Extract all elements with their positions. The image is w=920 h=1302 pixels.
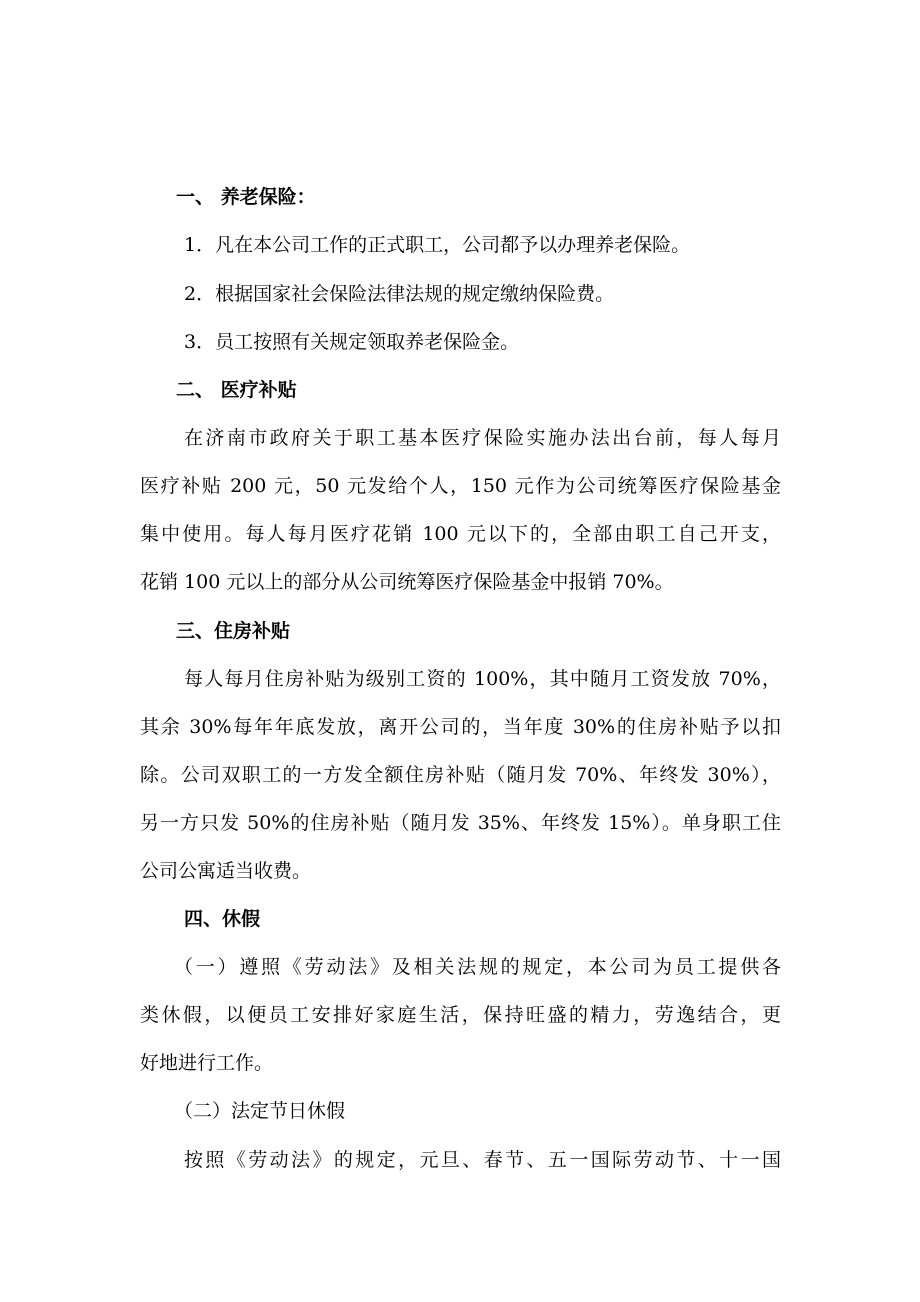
leave-sub1-line-2: 类休假，以便员工安排好家庭生活，保持旺盛的精力，劳逸结合，更 xyxy=(140,1004,781,1026)
housing-paragraph-line-3: 除。公司双职工的一方发全额住房补贴（随月发 70%、年终发 30%）， xyxy=(140,764,781,786)
section-heading-leave: 四、休假 xyxy=(184,908,261,930)
housing-paragraph-line-1: 每人每月住房补贴为级别工资的 100%，其中随月工资发放 70%， xyxy=(184,668,781,690)
housing-paragraph-line-2: 其余 30%每年年底发放，离开公司的，当年度 30%的住房补贴予以扣 xyxy=(140,716,781,738)
leave-sub2-heading: （二）法定节日休假 xyxy=(174,1100,346,1122)
pension-item-3: 3．员工按照有关规定领取养老保险金。 xyxy=(184,331,520,353)
medical-paragraph-line-4: 花销 100 元以上的部分从公司统筹医疗保险基金中报销 70%。 xyxy=(140,571,674,593)
section-heading-housing: 三、住房补贴 xyxy=(176,620,291,642)
pension-item-2: 2．根据国家社会保险法律法规的规定缴纳保险费。 xyxy=(184,283,615,305)
medical-paragraph-line-2: 医疗补贴 200 元，50 元发给个人，150 元作为公司统筹医疗保险基金 xyxy=(140,475,781,497)
leave-sub1-line-3: 好地进行工作。 xyxy=(140,1052,274,1074)
pension-item-1: 1．凡在本公司工作的正式职工，公司都予以办理养老保险。 xyxy=(184,234,691,256)
medical-paragraph-line-1: 在济南市政府关于职工基本医疗保险实施办法出台前，每人每月 xyxy=(184,427,781,449)
leave-sub2-line-1: 按照《劳动法》的规定，元旦、春节、五一国际劳动节、十一国 xyxy=(184,1149,781,1171)
section-heading-pension: 一、 养老保险： xyxy=(176,186,316,208)
medical-paragraph-line-3: 集中使用。每人每月医疗花销 100 元以下的，全部由职工自己开支， xyxy=(140,523,781,545)
housing-paragraph-line-5: 公司公寓适当收费。 xyxy=(140,860,312,882)
section-heading-medical: 二、 医疗补贴 xyxy=(176,379,297,401)
leave-sub1-line-1: （一）遵照《劳动法》及相关法规的规定，本公司为员工提供各 xyxy=(174,956,781,978)
housing-paragraph-line-4: 另一方只发 50%的住房补贴（随月发 35%、年终发 15%）。单身职工住 xyxy=(140,812,781,834)
